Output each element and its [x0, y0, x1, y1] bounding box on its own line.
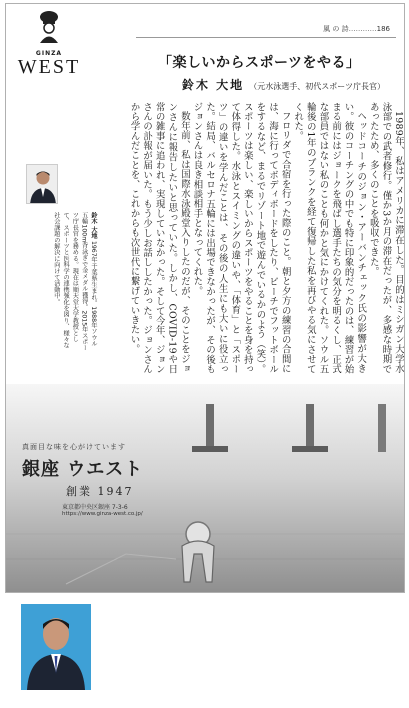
- author-portrait-small: [26, 164, 58, 204]
- article-title: 「楽しいからスポーツをやる」: [158, 55, 361, 71]
- chef-mascot-icon: [34, 10, 64, 44]
- ad-url: https://www.ginza-west.co.jp/: [62, 511, 143, 517]
- author-portrait-large: [21, 604, 91, 690]
- logo-word: WEST: [17, 56, 81, 78]
- paragraph: フロリダで合宿を行った際のこと。朝と夕方の練習の合間には、海に行ってボディボードをしたり、ビーチでフットボールをするなど、まるでリゾート地で遊んでいるかのよう（笑）。スポーツは楽しい、楽しいからスポーツをやることを身を持って体得した。水泳とスイミングの違いや、「体育」と「スポーツ」の違いを学んだことは、その後の人生にも大いに役立った。結局、バルセロナ五輪には出場できなかったが、その後もジョンさんは良き相談相手となってくれた。: [191, 102, 291, 374]
- ad-tagline: 真面目な味を心がけています: [22, 443, 126, 451]
- column-name: 風 の 詩: [323, 25, 349, 33]
- leader-dots: …………: [348, 25, 377, 33]
- header-rule: [136, 37, 396, 38]
- article-body: [104, 102, 404, 374]
- person-portrait-image: [21, 604, 91, 690]
- ginza-west-logo: [14, 10, 84, 80]
- author-bio: [18, 212, 98, 352]
- paragraph: ヘッドコーチのジョン・アーバンチェック氏の影響が大きい。彼のコーチングの中でも特に印象的だったのは、練習が始まる前にはジョークを飛ばし選手たちの気分を明るくし、正式な部員ではない私のことも何かと気にかけてくれた。ソウル五輪後の1年のブランクを経て復帰した私を再びやる気にさせてくれた。: [292, 102, 367, 374]
- ad-shop-name: 銀座 ウエスト: [22, 459, 144, 480]
- person-silhouette-icon: [27, 165, 58, 204]
- page-number: 186: [376, 25, 390, 33]
- magazine-page: [5, 3, 405, 593]
- bio-text: 1967年千葉県生まれ。1988年ソウル五輪100m背泳ぎで金メダル獲得。2015年スポーツ庁長官を務める。現在は順天堂大学教授として、スポーツと医科学の連携強化を図り、様々な社会課題の解決に向けて活動中。: [52, 212, 97, 351]
- paragraph: 1989年、私はアメリカに滞在した。目的はミシガン大学水泳部での武者修行。僅か3か月の滞在だったが、多感な時期であったため、多くのことを吸収できた。: [367, 102, 404, 374]
- bio-name: 鈴木 大地: [90, 212, 97, 239]
- author-name: 鈴木 大地: [182, 78, 245, 92]
- author-line: [182, 74, 385, 93]
- author-role: （元水泳選手、初代スポーツ庁長官）: [249, 82, 385, 91]
- logo-small-text: GINZA: [35, 50, 63, 57]
- paragraph: 数年前、私は国際水泳殿堂入りしたのだが、そのことをジョンさんに報告したいと思っていた。しかし、COVID-19や日常の雑事に追われ、実現していなかった。そして今年、ジョンさんの訃報が届いた。もう少しお話ししたかった。ジョンさんから学んだことを、これからも次世代に繋げていきたい。: [128, 102, 190, 374]
- ginza-west-advertisement: [22, 442, 182, 522]
- running-head: [323, 24, 390, 34]
- ad-since: 創業 1947: [66, 485, 134, 498]
- ad-address: 東京都中央区銀座 7-3-6: [62, 504, 128, 511]
